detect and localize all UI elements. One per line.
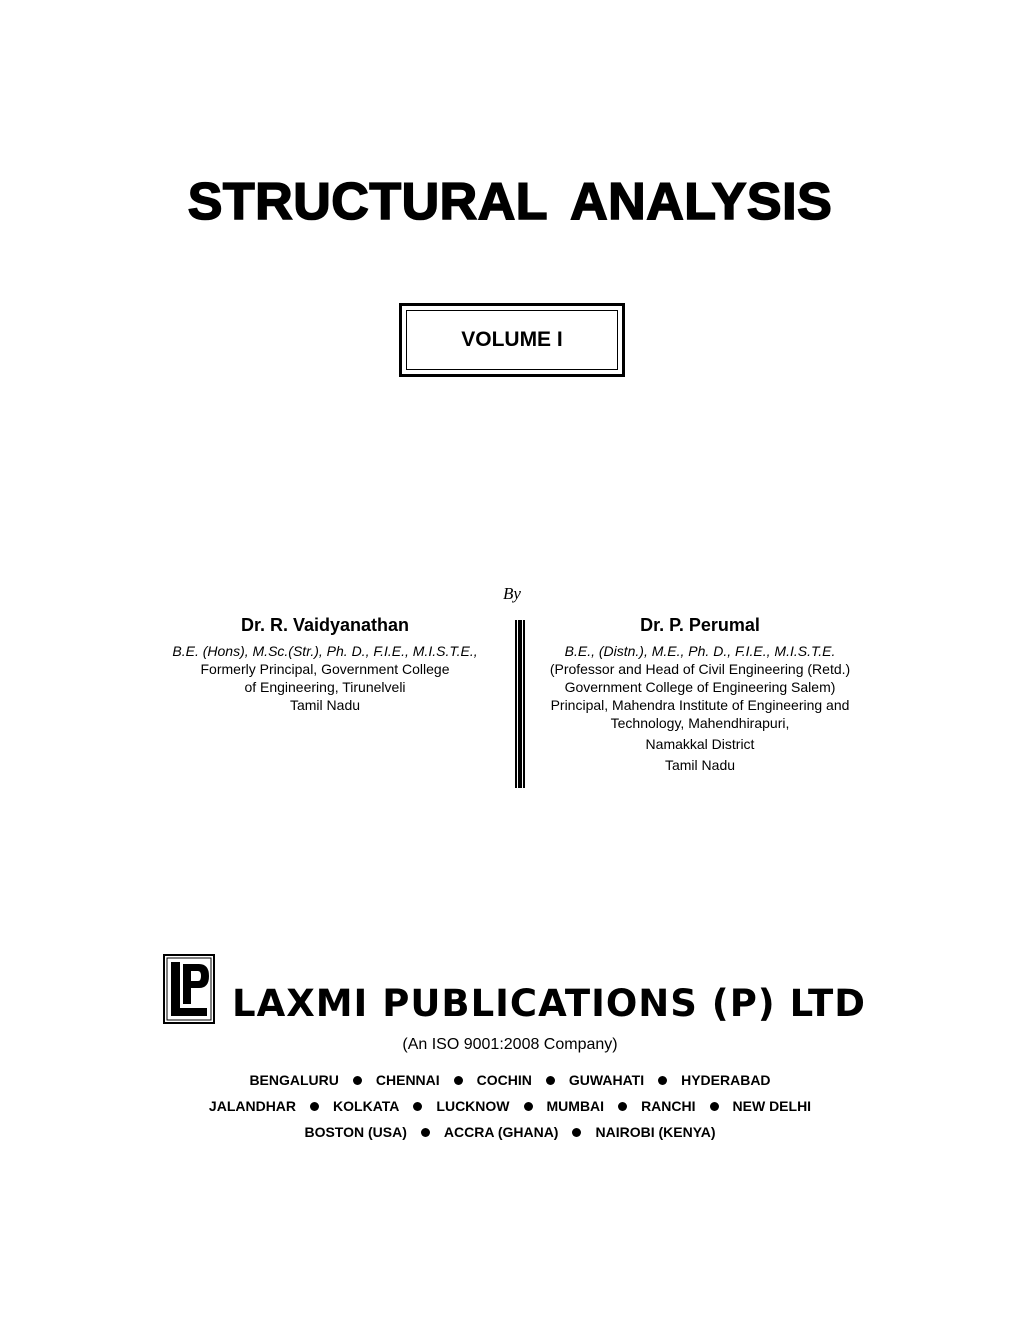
city-name: GUWAHATI xyxy=(568,1072,645,1088)
city-name: ACCRA (GHANA) xyxy=(443,1124,559,1140)
book-title: STRUCTURAL ANALYSIS xyxy=(187,173,833,231)
city-name: COCHIN xyxy=(476,1072,532,1088)
city-name: JALANDHAR xyxy=(208,1098,297,1114)
city-name: KOLKATA xyxy=(333,1098,400,1114)
city-row xyxy=(0,1072,1020,1088)
bullet-icon xyxy=(618,1102,627,1111)
author-affiliation-line: Namakkal District xyxy=(645,736,755,752)
author-name: Dr. P. Perumal xyxy=(640,615,760,635)
city-row xyxy=(0,1124,1020,1140)
bullet-icon xyxy=(413,1102,422,1111)
city-name: NEW DELHI xyxy=(732,1098,812,1114)
city-name: LUCKNOW xyxy=(436,1098,510,1114)
city-row xyxy=(0,1098,1020,1114)
city-name: BOSTON (USA) xyxy=(304,1124,407,1140)
volume-box xyxy=(399,303,625,377)
author-affiliation-line: Principal, Mahendra Institute of Engineering and xyxy=(550,697,850,713)
author-affiliation-line: Technology, Mahendhirapuri, xyxy=(610,715,790,731)
by-label: By xyxy=(503,584,521,603)
bullet-icon xyxy=(658,1076,667,1085)
author-affiliation-line: Government College of Engineering Salem) xyxy=(564,679,836,695)
author-affiliation-line: of Engineering, Tirunelveli xyxy=(244,679,406,695)
city-name: CHENNAI xyxy=(375,1072,440,1088)
publisher-logo-icon xyxy=(163,954,215,1024)
bullet-icon xyxy=(421,1128,430,1137)
bullet-icon xyxy=(310,1102,319,1111)
bullet-icon xyxy=(710,1102,719,1111)
bullet-icon xyxy=(572,1128,581,1137)
iso-note: (An ISO 9001:2008 Company) xyxy=(402,1036,618,1053)
bullet-icon xyxy=(546,1076,555,1085)
author-name: Dr. R. Vaidyanathan xyxy=(240,615,410,635)
city-name: BENGALURU xyxy=(249,1072,339,1088)
author-affiliation-line: Formerly Principal, Government College xyxy=(200,661,450,677)
author-qualifications: B.E. (Hons), M.Sc.(Str.), Ph. D., F.I.E., M.I.S.T.E., xyxy=(172,643,478,659)
publisher-name: LAXMI PUBLICATIONS (P) LTD xyxy=(232,982,867,1025)
city-name: RANCHI xyxy=(641,1098,696,1114)
author-left xyxy=(145,614,505,714)
volume-label: VOLUME I xyxy=(406,310,618,370)
bullet-icon xyxy=(353,1076,362,1085)
city-name: NAIROBI (KENYA) xyxy=(595,1124,716,1140)
bullet-icon xyxy=(454,1076,463,1085)
city-name: MUMBAI xyxy=(546,1098,605,1114)
author-affiliation-line: (Professor and Head of Civil Engineering (Retd.) xyxy=(549,661,851,677)
city-name: HYDERABAD xyxy=(681,1072,771,1088)
author-affiliation-line: Tamil Nadu xyxy=(664,757,736,773)
author-affiliation-line: Tamil Nadu xyxy=(289,697,361,713)
author-right xyxy=(520,614,880,775)
bullet-icon xyxy=(524,1102,533,1111)
author-qualifications: B.E., (Distn.), M.E., Ph. D., F.I.E., M.I.S.T.E. xyxy=(564,643,836,659)
